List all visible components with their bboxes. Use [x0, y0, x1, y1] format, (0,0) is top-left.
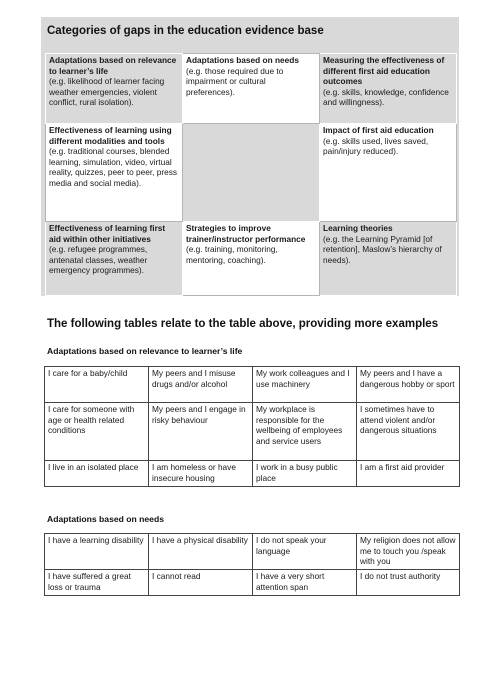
table-cell: I do not trust authority: [357, 570, 460, 596]
table-cell: I am a first aid provider: [357, 461, 460, 487]
table-cell: I cannot read: [149, 570, 253, 596]
table-cell: I have a very short attention span: [253, 570, 357, 596]
table-cell: I work in a busy public place: [253, 461, 357, 487]
gap-cell-examples: (e.g. refugee programmes, antenatal classes, weather emergency programmes).: [49, 244, 148, 276]
gap-cell-heading: Measuring the effectiveness of different first aid education outcomes: [323, 55, 445, 87]
relevance-table: [44, 366, 460, 487]
table-cell: I care for a baby/child: [45, 367, 149, 403]
gap-cell: [183, 54, 320, 124]
gap-cell-empty: [183, 124, 320, 222]
gap-cell-examples: (e.g. traditional courses, blended learning, simulation, video, virtual reality, quizzes, peer to peer, press media and social media).: [49, 146, 178, 188]
gaps-table: [45, 53, 457, 296]
gap-cell-examples: (e.g. the Learning Pyramid [of retention], Maslow’s hierarchy of needs).: [323, 233, 442, 265]
table-cell: My workplace is responsible for the wellbeing of employees and service users: [253, 403, 357, 461]
gap-cell-heading: Effectiveness of learning using different modalities and tools: [49, 125, 172, 146]
panel-title: Categories of gaps in the education evidence base: [47, 25, 324, 37]
gap-cell-examples: (e.g. likelihood of learner facing weather emergencies, violent conflict, rural isolation).: [49, 76, 165, 108]
table-cell: I care for someone with age or health related conditions: [45, 403, 149, 461]
section-title: The following tables relate to the table above, providing more examples: [47, 318, 439, 330]
table-cell: I sometimes have to attend violent and/or dangerous situations: [357, 403, 460, 461]
table-cell: I have suffered a great loss or trauma: [45, 570, 149, 596]
gap-cell-examples: (e.g. skills used, lives saved, pain/injury reduced).: [323, 135, 429, 157]
gaps-row: [46, 222, 457, 296]
table-cell: I have a learning disability: [45, 534, 149, 570]
gap-cell: [183, 222, 320, 296]
gap-cell: [320, 124, 457, 222]
gap-cell: [320, 54, 457, 124]
table-cell: I do not speak your language: [253, 534, 357, 570]
gap-cell-heading: Adaptations based on relevance to learner’s life: [49, 55, 177, 76]
table-cell: My peers and I have a dangerous hobby or sport: [357, 367, 460, 403]
gaps-row: [46, 124, 457, 222]
table-row: [45, 534, 460, 570]
table-cell: I live in an isolated place: [45, 461, 149, 487]
table-row: [45, 570, 460, 596]
gap-cell-examples: (e.g. training, monitoring, mentoring, coaching).: [186, 244, 278, 265]
gap-cell-heading: Impact of first aid education: [323, 125, 434, 135]
table-cell: I have a physical disability: [149, 534, 253, 570]
gap-cell: [46, 222, 183, 296]
gap-cell-heading: Strategies to improve trainer/instructor performance: [186, 223, 306, 244]
table-row: [45, 367, 460, 403]
needs-title: Adaptations based on needs: [47, 514, 164, 524]
gap-cell-examples: (e.g. those required due to impairment or cultural preferences).: [186, 65, 284, 97]
table-cell: My work colleagues and I use machinery: [253, 367, 357, 403]
relevance-title: Adaptations based on relevance to learner’s life: [47, 346, 243, 356]
gap-cell-examples: (e.g. skills, knowledge, confidence and willingness).: [323, 86, 449, 108]
gap-cell-heading: Adaptations based on needs: [186, 55, 299, 65]
table-row: [45, 461, 460, 487]
table-cell: My peers and I engage in risky behaviour: [149, 403, 253, 461]
gap-cell: [46, 124, 183, 222]
table-cell: My peers and I misuse drugs and/or alcohol: [149, 367, 253, 403]
gap-cell: [320, 222, 457, 296]
gap-cell-heading: Effectiveness of learning first aid within other initiatives: [49, 223, 166, 244]
gap-cell: [46, 54, 183, 124]
needs-table: [44, 533, 460, 596]
gap-cell-heading: Learning theories: [323, 223, 393, 233]
gaps-row: [46, 54, 457, 124]
table-row: [45, 403, 460, 461]
table-cell: My religion does not allow me to touch you /speak with you: [357, 534, 460, 570]
table-cell: I am homeless or have insecure housing: [149, 461, 253, 487]
